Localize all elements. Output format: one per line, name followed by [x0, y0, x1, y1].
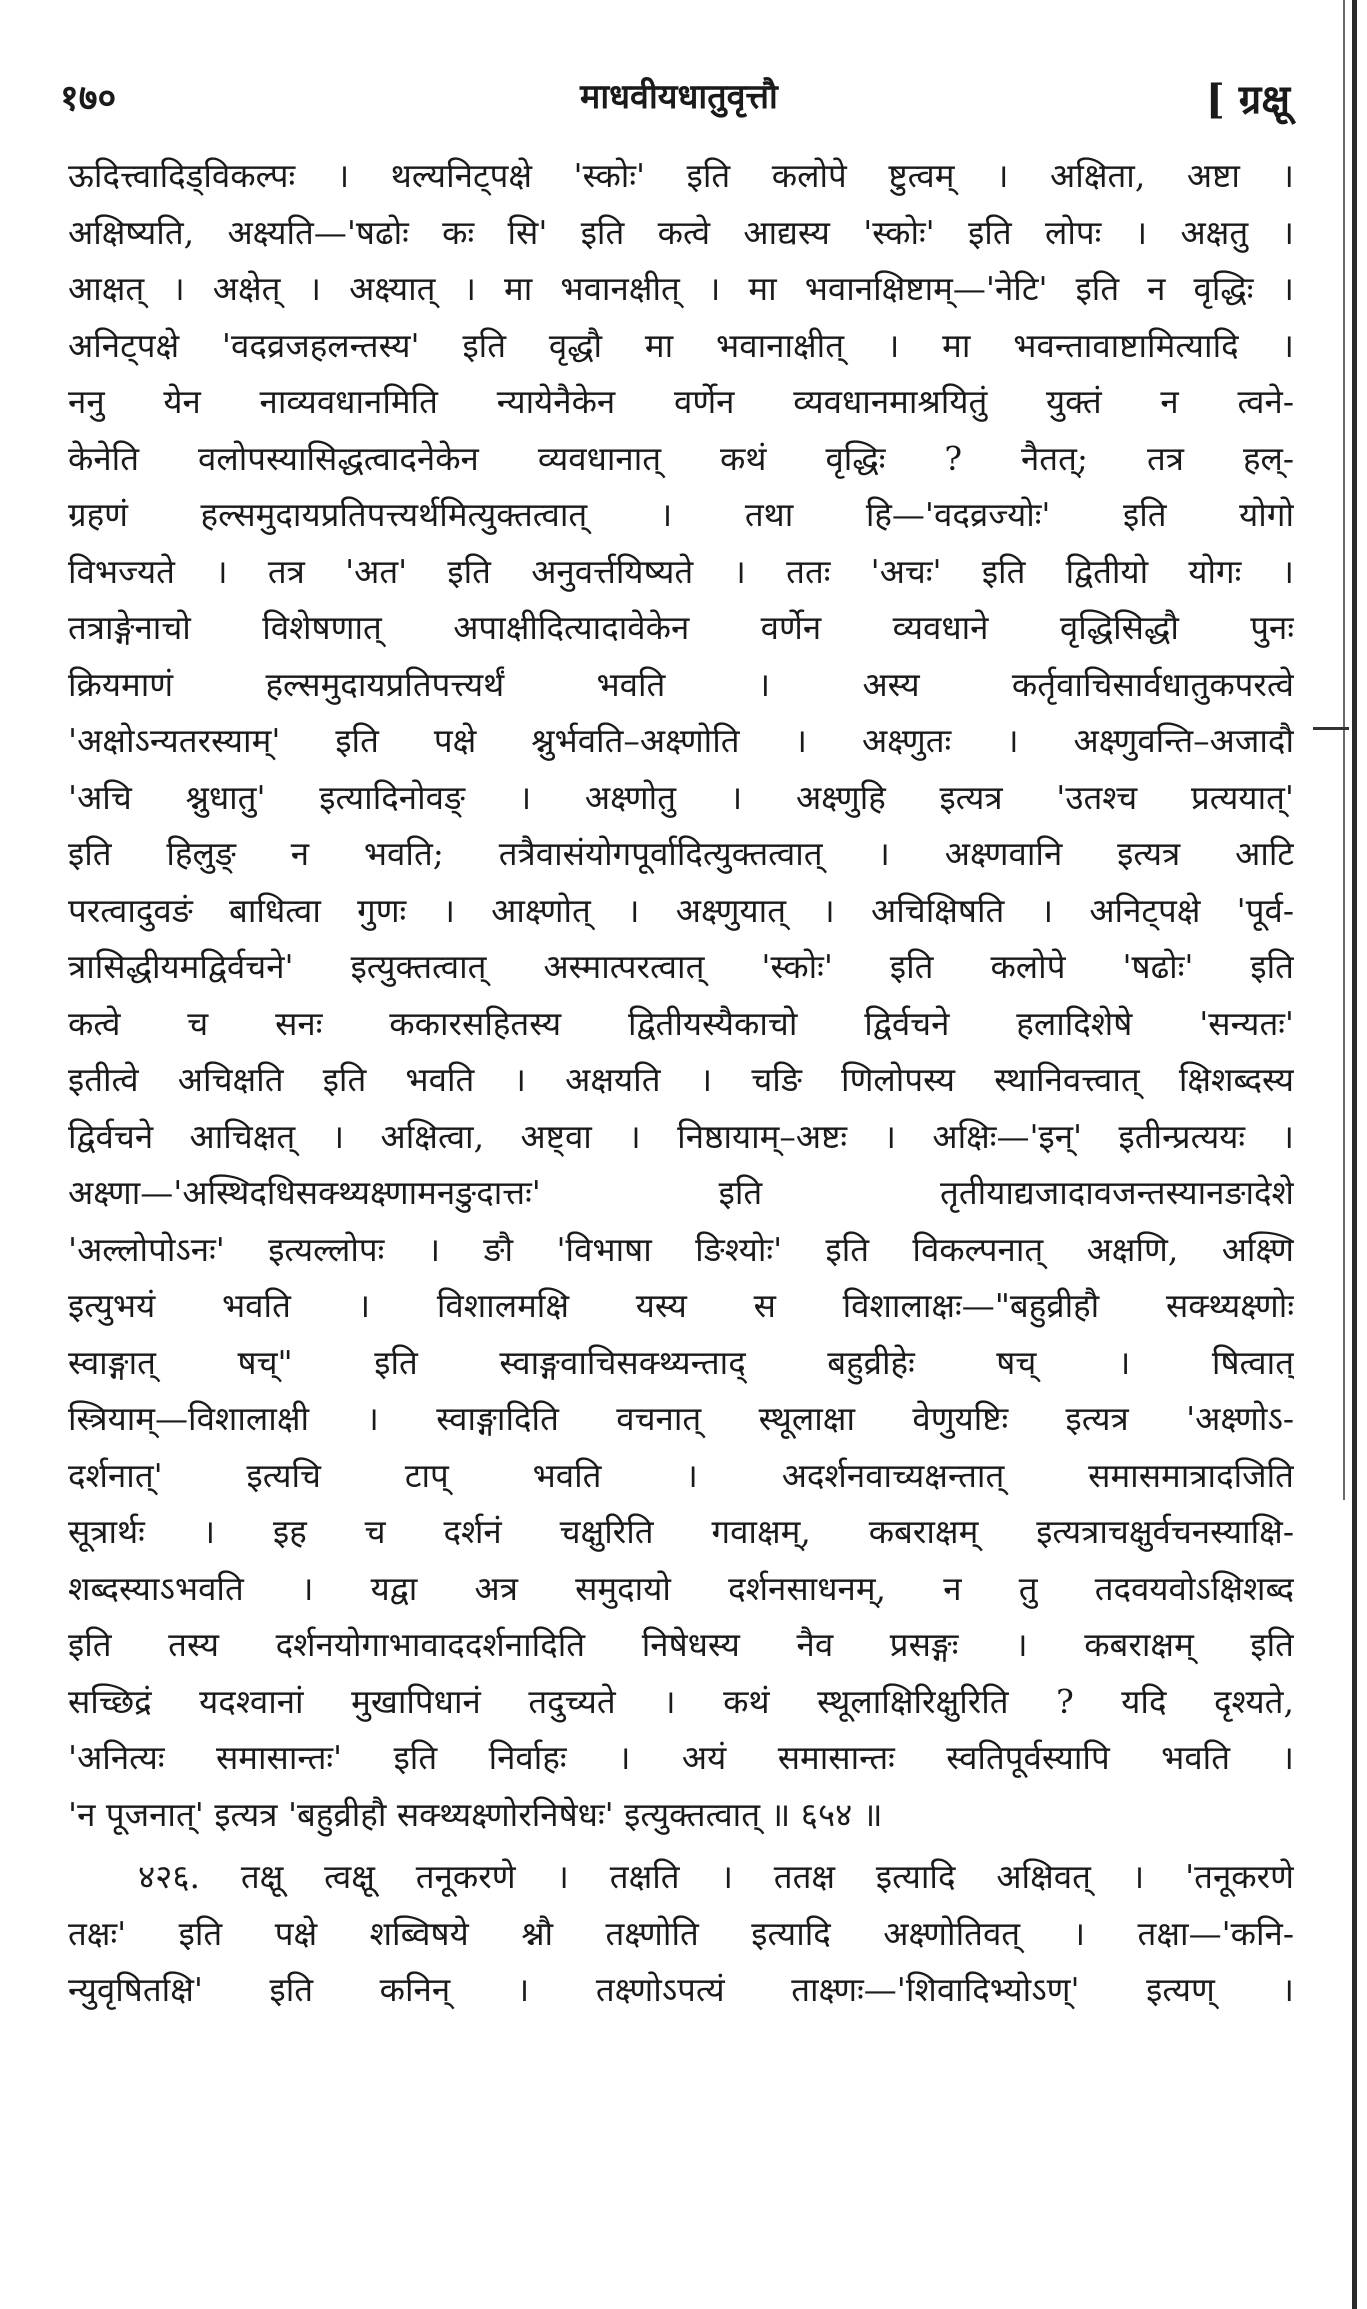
text-line: सच्छिद्रं यदश्वानां मुखापिधानं तदुच्यते । कथं स्थूलाक्षिरिक्षुरिति ? यदि दृश्यते, [68, 1681, 1294, 1721]
text-line: दर्शनात्' इत्यचि टाप् भवति । अदर्शनवाच्यक्षन्तात् समासमात्रादजिति [68, 1455, 1294, 1495]
text-line: केनेति वलोपस्यासिद्धत्वादनेकेन व्यवधानात् कथं वृद्धिः ? नैतत्; तत्र हल्- [68, 438, 1294, 478]
text-line: स्त्रियाम्—विशालाक्षी । स्वाङ्गादिति वचनात् स्थूलाक्षा वेणुयष्टिः इत्यत्र 'अक्ष्णोऽ- [68, 1399, 1294, 1438]
text-line: अनिट्पक्षे 'वदव्रजहलन्तस्य' इति वृद्धौ मा भवानाक्षीत् । मा भवन्तावाष्टामित्यादि । [68, 325, 1294, 365]
text-line: 'अक्षोऽन्यतरस्याम्' इति पक्षे श्नुर्भवति–अक्ष्णोति । अक्ष्णुतः । अक्ष्णुवन्ति–अजादौ [68, 721, 1294, 760]
text-line: ऊदित्त्वादिड्विकल्पः । थल्यनिट्पक्षे 'स्कोः' इति कलोपे ष्टुत्वम् । अक्षिता, अष्टा । [68, 156, 1294, 195]
text-line: ग्रहणं हल्समुदायप्रतिपत्त्यर्थमित्युक्तत्वात् । तथा हि—'वदव्रज्योः' इति योगो [68, 495, 1294, 534]
text-line: विभज्यते । तत्र 'अत' इति अनुवर्त्तयिष्यते । ततः 'अचः' इति द्वितीयो योगः । [68, 551, 1294, 591]
text-line: तक्षः' इति पक्षे शब्विषये श्नौ तक्ष्णोति इत्यादि अक्ष्णोतिवत् । तक्षा—'कनि- [68, 1913, 1294, 1953]
text-line: परत्वादुवङं बाधित्वा गुणः । आक्ष्णोत् । अक्ष्णुयात् । अचिक्षिषति । अनिट्पक्षे 'पूर्व- [68, 890, 1294, 930]
text-line: अक्षिष्यति, अक्ष्यति—'षढोः कः सि' इति कत्वे आद्यस्य 'स्कोः' इति लोपः । अक्षतु । [68, 212, 1294, 252]
running-title: माधवीयधातुवृत्तौ [580, 77, 778, 117]
margin-mark [1313, 727, 1349, 730]
text-line: 'अचि श्नुधातु' इत्यादिनोवङ् । अक्ष्णोतु । अक्ष्णुहि इत्यत्र 'उतश्च प्रत्ययात्' [68, 777, 1294, 817]
text-line: इति तस्य दर्शनयोगाभावाददर्शनादिति निषेधस्य नैव प्रसङ्गः । कबराक्षम् इति [68, 1625, 1294, 1664]
text-line: 'न पूजनात्' इत्यत्र 'बहुव्रीहौ सक्थ्यक्ष्णोरनिषेधः' इत्युक्तत्वात् ॥ ६५४ ॥ [68, 1794, 883, 1834]
text-line: स्वाङ्गात् षच्" इति स्वाङ्गवाचिसक्थ्यन्ताद् बहुव्रीहेः षच् । षित्वात् [68, 1342, 1294, 1382]
text-line: आक्षत् । अक्षेत् । अक्ष्यात् । मा भवानक्षीत् । मा भवानक्षिष्टाम्—'नेटि' इति न वृद्धिः । [68, 269, 1294, 308]
text-line: इत्युभयं भवति । विशालमक्षि यस्य स विशालाक्षः—"बहुव्रीहौ सक्थ्यक्ष्णोः [68, 1286, 1294, 1325]
page-header [60, 60, 1290, 130]
text-line: न्युवृषितक्षि' इति कनिन् । तक्ष्णोऽपत्यं ताक्ष्णः—'शिवादिभ्योऽण्' इत्यण् । [68, 1970, 1294, 2009]
text-line: कत्वे च सनः ककारसहितस्य द्वितीयस्यैकाचो द्विर्वचने हलादिशेषे 'सन्यतः' [68, 1003, 1294, 1043]
running-heading-right: [ ग्रक्षू [1205, 76, 1290, 123]
text-line: शब्दस्याऽभवति । यद्वा अत्र समुदायो दर्शनसाधनम्, न तु तदवयवोऽक्षिशब्द [68, 1568, 1294, 1608]
text-line: इति हिलुङ् न भवति; तत्रैवासंयोगपूर्वादित्युक्तत्वात् । अक्ष्णवानि इत्यत्र आटि [68, 834, 1294, 873]
body-text [68, 148, 1294, 2019]
text-line: सूत्रार्थः । इह च दर्शनं चक्षुरिति गवाक्षम्, कबराक्षम् इत्यत्राचक्षुर्वचनस्याक्षि- [68, 1512, 1294, 1551]
text-line: ननु येन नाव्यवधानमिति न्यायेनैकेन वर्णेन व्यवधानमाश्रयितुं युक्तं न त्वने- [68, 382, 1294, 421]
text-line: तत्राङ्गेनाचो विशेषणात् अपाक्षीदित्यादावेकेन वर्णेन व्यवधाने वृद्धिसिद्धौ पुनः [68, 608, 1294, 647]
text-line: इतीत्वे अचिक्षति इति भवति । अक्षयति । चङि णिलोपस्य स्थानिवत्त्वात् क्षिशब्दस्य [68, 1060, 1294, 1099]
text-line: 'अल्लोपोऽनः' इत्यल्लोपः । ङौ 'विभाषा ङिश्योः' इति विकल्पनात् अक्षणि, अक्ष्णि [68, 1229, 1294, 1269]
page-edge-border [1352, 0, 1357, 2309]
text-line: त्रासिद्धीयमद्विर्वचने' इत्युक्तत्वात् अस्मात्परत्वात् 'स्कोः' इति कलोपे 'षढोः' इति [68, 947, 1294, 986]
page-edge-shadow [1343, 0, 1345, 1500]
text-line: क्रियमाणं हल्समुदायप्रतिपत्त्यर्थं भवति । अस्य कर्तृवाचिसार्वधातुकपरत्वे [68, 664, 1294, 704]
text-line: अक्ष्णा—'अस्थिदधिसक्थ्यक्ष्णामनङुदात्तः' इति तृतीयाद्यजादावजन्तस्यानङादेशे [68, 1173, 1294, 1212]
text-line: ४२६. तक्षू त्वक्षू तनूकरणे । तक्षति । ततक्ष इत्यादि अक्षिवत् । 'तनूकरणे [138, 1857, 1294, 1896]
text-line: द्विर्वचने आचिक्षत् । अक्षित्वा, अष्ट्वा । निष्ठायाम्–अष्टः । अक्षिः—'इन्' इतीन्प्रत्ययः । [68, 1116, 1294, 1156]
text-line: 'अनित्यः समासान्तः' इति निर्वाहः । अयं समासान्तः स्वतिपूर्वस्यापि भवति । [68, 1738, 1294, 1777]
page-number: १७० [60, 77, 117, 119]
